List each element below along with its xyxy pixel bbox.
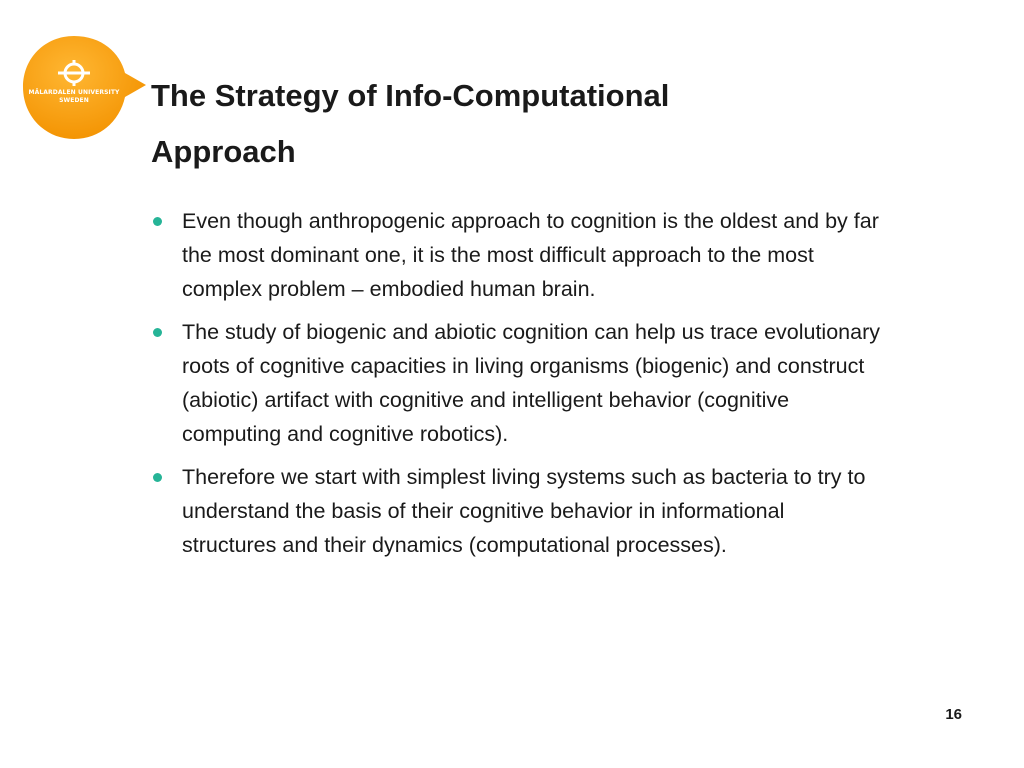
bullet-item — [150, 204, 880, 306]
logo-text — [22, 89, 126, 105]
bullet-list — [150, 204, 880, 571]
bullet-text: Even though anthropogenic approach to cognition is the oldest and by far the most dominant one, it is the most difficult approach to the most complex problem – embodied human brain. — [182, 209, 879, 301]
bullet-dot-icon — [153, 217, 162, 226]
university-logo — [22, 35, 150, 141]
logo-name-line2: SWEDEN — [59, 97, 89, 104]
bullet-text: The study of biogenic and abiotic cognition can help us trace evolutionary roots of cognitive capacities in living organisms (biogenic) and construct (abiotic) artifact with cognitive and intelligent behavior (cognitive computing and cognitive robotics). — [182, 320, 880, 446]
page-number: 16 — [945, 706, 962, 723]
logo-badge-shape — [22, 35, 150, 141]
bullet-item — [150, 315, 880, 451]
logo-name-line1: MÄLARDALEN UNIVERSITY — [28, 89, 120, 96]
bullet-dot-icon — [153, 328, 162, 337]
bullet-dot-icon — [153, 473, 162, 482]
bullet-item — [150, 460, 880, 562]
bullet-text: Therefore we start with simplest living systems such as bacteria to try to understand the basis of their cognitive behavior in informational structures and their dynamics (computational processes). — [182, 465, 866, 557]
slide-title — [151, 68, 831, 180]
slide-title-line1: The Strategy of Info-Computational — [151, 78, 670, 113]
slide-title-line2: Approach — [151, 134, 296, 169]
